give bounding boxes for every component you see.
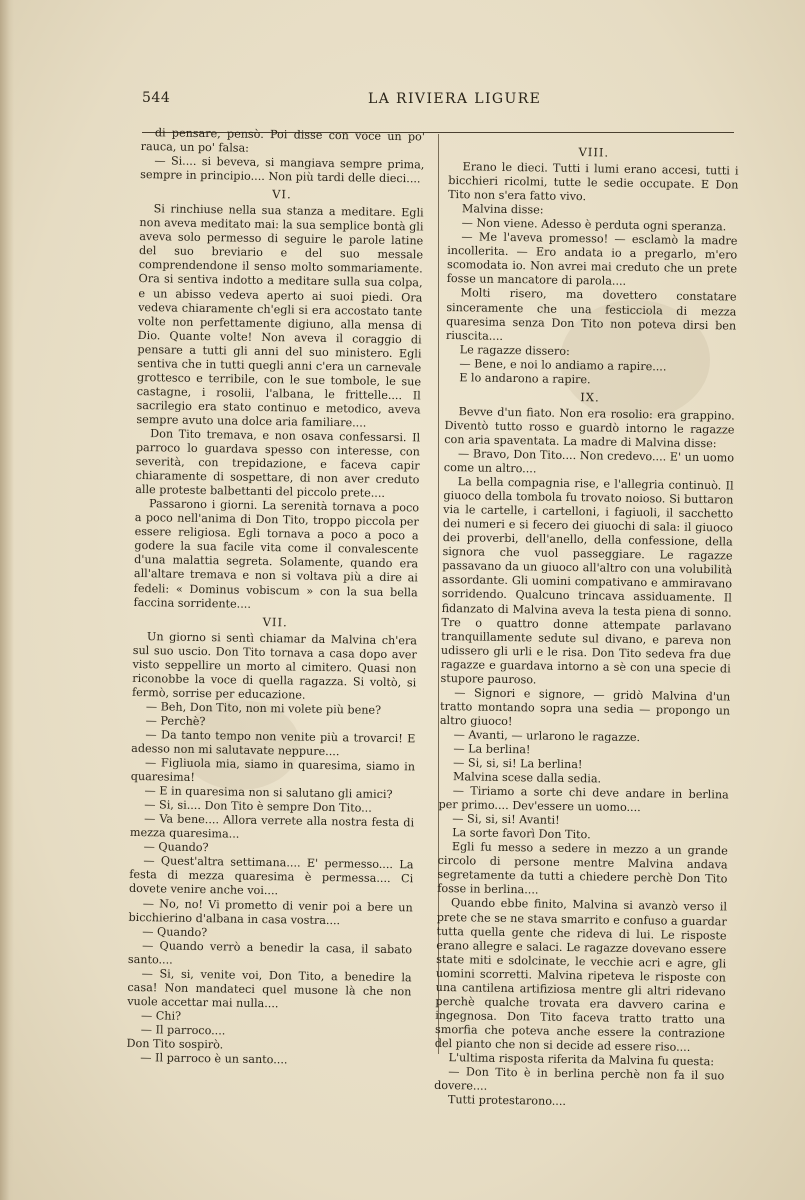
paragraph: Erano le dieci. Tutti i lumi erano accesi, tutti i bicchieri ricolmi, tutte le sedie occupate. E Don Tito non s'era fatto vivo. [448,160,739,204]
paragraph: Egli fu messo a sedere in mezzo a un grande circolo di persone mentre Malvina andava segretamente da tutti a chiedere perchè Don Tito fosse in berlina.... [437,840,728,897]
paragraph: — Bravo, Don Tito.... Non credevo.... E' un uomo come un altro.... [443,447,735,476]
paragraph: Le ragazze dissero: [459,342,570,358]
paragraph: E lo andarono a rapire. [459,370,591,387]
journal-title: LA RIVIERA LIGURE [368,91,542,107]
page-edge-shadow [0,0,14,1200]
paragraph: — Bene, e noi lo andiamo a rapire.... [459,356,667,374]
paragraph: — Me l'aveva promesso! — esclamò la madre incollerita. — Ero andata io a pregarlo, m'ero scomodata io. Non avrei mai creduto che un prete fosse un mancatore di parola.... [446,230,738,289]
paragraph: — Signori e signore, — gridò Malvina d'un tratto montando sopra una sedia — propongo un altro giuoco! [439,685,731,728]
paragraph: — La berlina! [453,742,531,757]
section-heading: VI. [272,187,292,202]
page-header [142,90,732,114]
section-heading: IX. [580,389,600,405]
paragraph: — Quest'altra settimana.... E' permesso.... La festa di mezza quaresima è permessa.... Ci dovete venire anche voi.... [128,854,414,898]
paragraph: — Tiriamo a sorte chi deve andare in berlina per primo.... Dev'essere un uomo.... [438,784,729,815]
paragraph: — Si.... si beveva, si mangiava sempre prima, sempre in principio.... Non più tardi delle dieci.... [140,154,425,186]
paragraph: — Avanti, — urlarono le ragazze. [453,728,641,744]
paragraph: — Non viene. Adesso è perduta ogni speranza. [461,216,727,234]
paragraph: Bevve d'un fiato. Non era rosolio: era grappino. Diventò tutto rosso e guardò intorno le ragazze con aria spaventata. La madre di Malvina disse: [444,405,735,451]
paragraph: Malvina disse: [461,202,544,217]
paragraph: Molti risero, ma dovettero constatare sinceramente che una festicciola di mezza quaresima senza Don Tito non poteva dirsi ben riuscita.... [445,286,737,343]
paragraph: Malvina scese dalla sedia. [452,770,602,786]
paragraph: — Va bene.... Allora verrete alla nostra festa di mezza quaresima... [129,812,415,841]
paragraph: Si rinchiuse nella sua stanza a meditare. Egli non aveva meditato mai: la sua semplice bontà gli aveva solo permesso di seguire le parole latine del suo breviario e del suo messale comprendendone il senso molto sommariamente. Ora si sentiva indotto a meditare sulla sua colpa, e un abisso vedeva aperto ai suoi piedi. Ora vedeva chiaramente ch'egli si era accostato tante volte non perfettamente digiuno, alla mensa di Dio. Quante volte! Non aveva il coraggio di pensare a tutti gli anni del suo ministero. Egli sentiva che in tutti quegli anni c'era un carnevale grottesco e terribile, con le sue tombole, le sue castagne, i rosolii, l'albana, le frittelle.... Il sacrilegio era stato continuo e metodico, aveva sempre avuto una dolce aria familiare.... [136,202,424,430]
paragraph: — Si, si.... Don Tito è sempre Don Tito... [144,798,372,815]
paragraph: — Il parroco.... [140,1023,226,1038]
paragraph: — E in quaresima non si salutano gli amici? [144,784,393,802]
paragraph: L'ultima risposta riferita da Malvina fu questa: [448,1051,715,1069]
paragraph: — Perchè? [145,714,206,729]
paragraph: — Quando verrò a benedir la casa, il sabato santo.... [127,938,413,967]
paragraph: — Si, si, si! Avanti! [452,812,560,828]
paragraph: — Si, si, venite voi, Don Tito, a benedire la casa! Non mandateci quel musone là che non vuole accettar mai nulla.... [127,966,412,1011]
paragraph: Un giorno si sentì chiamar da Malvina ch'era sul suo uscio. Don Tito tornava a casa dopo aver visto seppellire un morto al cimitero. Quasi non riconobbe la voce di quella ragazza. Si voltò, si fermò, sorrise per educazione. [132,629,418,702]
paragraph: Tutti protestarono.... [447,1093,567,1109]
paragraph: — Il parroco è un santo.... [140,1051,288,1067]
left-column [126,126,425,1069]
paragraph: Don Tito sospirò. [126,1036,224,1052]
page-number: 544 [142,90,171,106]
paragraph: Quando ebbe finito, Malvina si avanzò verso il prete che se ne stava smarrito e confuso a guardar tutta quella gente che rideva di lui. Le risposte erano allegre e salaci. Le ragazze dovevano essere state miti e sdolcinate, le vecchie acri e agre, gli uomini scorretti. Malvina ripeteva le risposte con una cantilena artifiziosa mentre gli altri ridevano perchè qualche trovata era davvero carina e ingegnosa. Don Tito faceva tratto tratto una smorfia che poteva anche essere la contrazione del pianto che non si decide ad essere riso.... [434,896,728,1054]
paragraph: — Don Tito è in berlina perchè non fa il suo dovere.... [434,1065,725,1093]
paragraph: — Chi? [140,1009,182,1023]
paragraph: — Si, si, si! La berlina! [453,756,583,772]
section-heading: VII. [262,614,288,629]
section-heading: VIII. [578,145,610,160]
paragraph: di pensare, pensò. Poi disse con voce un po' rauca, un po' falsa: [140,126,425,155]
paragraph: — Quando? [142,924,208,939]
paragraph: — Da tanto tempo non venite più a trovarci! E adesso non mi salutavate neppure.... [131,728,416,759]
paragraph: — Quando? [143,840,209,855]
paragraph: — Beh, Don Tito, non mi volete più bene? [145,700,382,717]
paragraph: Don Tito tremava, e non osava confessarsi. Il parroco lo guardava spesso con interesse, con severità, con trepidazione, e faceva capir chiaramente di sospettare, di non aver creduto alle proteste balbettanti del piccolo prete.... [135,427,421,501]
paragraph: La bella compagnia rise, e l'allegria continuò. Il giuoco della tombola fu trovato noioso. Si buttaron via le cartelle, i cartelloni, i fagiuoli, il sacchetto dei numeri e si fecero dei giuochi di sala: il giuoco dei proverbi, dell'anello, della confessione, della signora che vuol passeggiare. Le ragazze passavano da un giuoco all'altro con una volubilità assordante. Gli uomini compativano e ammiravano sorridendo. Qualcuno trincava assiduamente. Il fidanzato di Malvina aveva la testa piena di sonno. Tre o quattro donne attempate parlavano tranquillamente sedute sul divano, e pareva non udissero gli urli e le risa. Don Tito sedeva fra due ragazze e guardava intorno a sè con una specie di stupore pauroso. [440,475,734,687]
paragraph: — No, no! Vi prometto di venir poi a bere un bicchierino d'albana in casa vostra.... [128,896,413,927]
right-column [434,140,739,1112]
paragraph: Passarono i giorni. La serenità tornava a poco a poco nell'anima di Don Tito, troppo piccola per essere religiosa. Egli tornava a poco a poco a godere la sua facile vita come il convalescente d'una malattia segreta. Solamente, quando era all'altare tremava e non si voltava più a dire ai fedeli: « Dominus vobiscum » con la sua bella faccina sorridente.... [133,497,420,611]
paragraph: La sorte favorì Don Tito. [452,826,591,842]
paragraph: — Figliuola mia, siamo in quaresima, siamo in quaresima! [130,756,416,785]
